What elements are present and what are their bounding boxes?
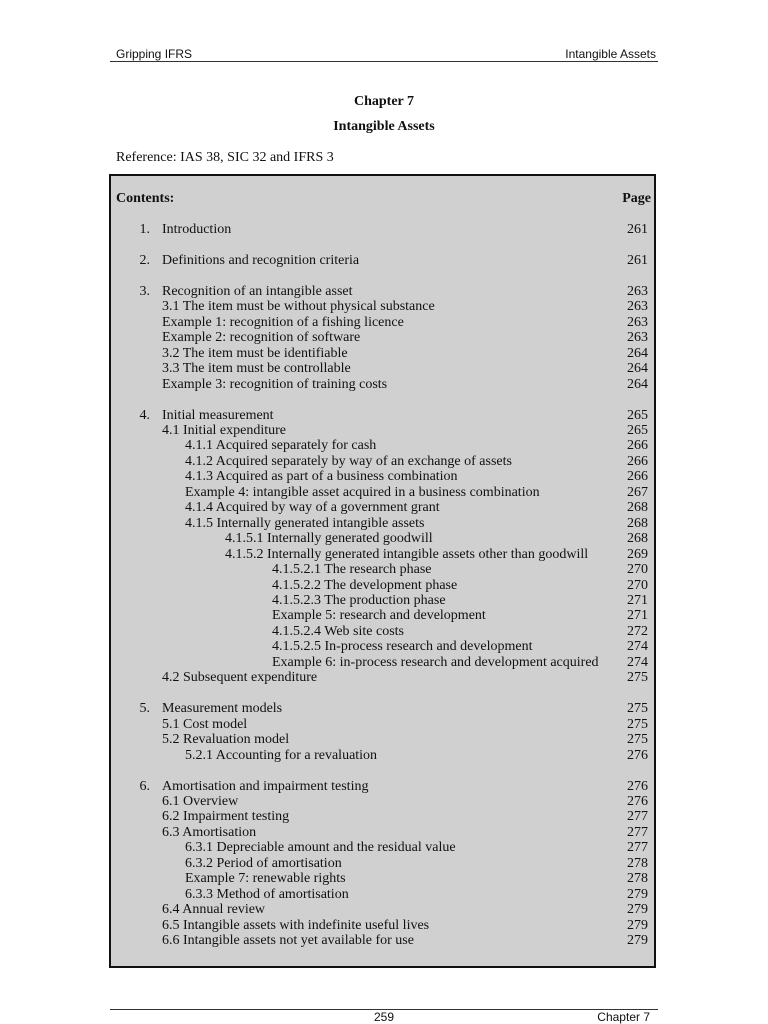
toc-entry xyxy=(0,933,768,949)
toc-entry-number: 2. xyxy=(139,252,150,268)
toc-entry-title: 6.4 Annual review xyxy=(162,902,266,918)
toc-entry-page: 279 xyxy=(627,902,648,918)
toc-entry-page: 264 xyxy=(627,345,648,361)
toc-entry-page: 272 xyxy=(627,623,648,639)
toc-entry-page: 263 xyxy=(627,299,648,315)
toc-entry-title: Example 7: renewable rights xyxy=(185,871,346,887)
toc-entry-page: 263 xyxy=(627,330,648,346)
toc-entry xyxy=(0,871,768,887)
toc-entry xyxy=(0,608,768,624)
toc-entry-page: 275 xyxy=(627,670,648,686)
toc-entry-title: 6.3 Amortisation xyxy=(162,824,257,840)
toc-entry-title: 4.1.4 Acquired by way of a government grant xyxy=(185,500,440,516)
toc-entry xyxy=(0,330,768,346)
toc-entry xyxy=(0,485,768,501)
toc-entry xyxy=(0,222,768,238)
toc-entry-title: 6.1 Overview xyxy=(162,793,239,809)
toc-entry xyxy=(0,346,768,362)
toc-entry xyxy=(0,531,768,547)
toc-entry-title: 4.1.5.1 Internally generated goodwill xyxy=(225,531,433,547)
toc-entry-page: 263 xyxy=(627,283,648,299)
toc-entry-page: 279 xyxy=(627,917,648,933)
toc-entry-page: 261 xyxy=(627,222,648,237)
toc-entry xyxy=(0,655,768,671)
toc-entry xyxy=(0,284,768,300)
toc-entry xyxy=(0,794,768,810)
toc-entry xyxy=(0,639,768,655)
toc-entry-page: 276 xyxy=(627,778,648,794)
toc-entry-page: 268 xyxy=(627,515,648,531)
toc-entry-page: 268 xyxy=(627,531,648,547)
toc-entry-page: 274 xyxy=(627,654,648,670)
toc-entry-title: 6.3.2 Period of amortisation xyxy=(185,855,342,871)
toc-entry-title: Recognition of an intangible asset xyxy=(162,283,353,299)
toc-entry xyxy=(0,670,768,686)
toc-entry-page: 275 xyxy=(627,716,648,732)
toc-entry-page: 279 xyxy=(627,886,648,902)
footer-page-number: 259 xyxy=(373,1010,395,1024)
toc-entry-page: 270 xyxy=(627,562,648,577)
toc-entry xyxy=(0,748,768,764)
toc-entry-title: 5.2 Revaluation model xyxy=(162,732,290,748)
toc-entry-page: 279 xyxy=(627,933,648,948)
toc-entry xyxy=(0,809,768,825)
toc-entry-page: 266 xyxy=(627,438,648,454)
toc-entry-number: 5. xyxy=(139,701,150,717)
toc-entry xyxy=(0,578,768,594)
toc-entry xyxy=(0,454,768,470)
toc-entry-page: 268 xyxy=(627,500,648,516)
toc-entry-title: 6.3.1 Depreciable amount and the residual value xyxy=(185,840,456,856)
toc-entry-title: 6.6 Intangible assets not yet available for use xyxy=(162,933,414,948)
toc-entry-title: Introduction xyxy=(162,222,232,237)
toc-entry xyxy=(0,779,768,795)
header-chapter-name: Intangible Assets xyxy=(565,47,656,61)
toc-entry xyxy=(0,624,768,640)
toc-entry xyxy=(0,732,768,748)
toc-entry-title: 3.2 The item must be identifiable xyxy=(162,345,348,361)
toc-entry-title: 5.1 Cost model xyxy=(162,716,248,732)
toc-entry xyxy=(0,361,768,377)
toc-entry-title: 4.1.2 Acquired separately by way of an exchange of assets xyxy=(185,453,512,469)
toc-entry xyxy=(0,500,768,516)
toc-entry xyxy=(0,547,768,563)
toc-entry-page: 264 xyxy=(627,361,648,377)
toc-entry-number: 1. xyxy=(139,222,150,237)
toc-entry-title: Measurement models xyxy=(162,701,283,717)
toc-entry xyxy=(0,856,768,872)
toc-entry-title: Example 2: recognition of software xyxy=(162,330,361,346)
toc-entry xyxy=(0,315,768,331)
toc-entry-page: 277 xyxy=(627,840,648,856)
toc-entry xyxy=(0,438,768,454)
toc-entry-page: 271 xyxy=(627,608,648,624)
toc-entry xyxy=(0,562,768,578)
toc-entry-title: 4.1.5.2.2 The development phase xyxy=(272,577,458,593)
toc-entry-page: 265 xyxy=(627,423,648,438)
toc-entry xyxy=(0,701,768,717)
toc-entry-page: 264 xyxy=(627,376,648,392)
toc-entry-title: 4.1.5 Internally generated intangible assets xyxy=(185,515,425,531)
toc-entry-page: 276 xyxy=(627,793,648,809)
toc-entry-title: 6.3.3 Method of amortisation xyxy=(185,886,349,902)
toc-entry-title: Example 1: recognition of a fishing licence xyxy=(162,314,404,330)
toc-entry xyxy=(0,902,768,918)
toc-entry-page: 265 xyxy=(627,407,648,423)
toc-entry-title: 4.1.5.2.4 Web site costs xyxy=(272,623,404,639)
toc-entry-title: 3.3 The item must be controllable xyxy=(162,361,351,377)
section-title: Intangible Assets xyxy=(333,119,435,134)
toc-entry xyxy=(0,408,768,424)
toc-entry-title: 4.1 Initial expenditure xyxy=(162,423,287,438)
toc-entry xyxy=(0,253,768,269)
toc-entry-number: 6. xyxy=(139,778,150,794)
toc-entry-page: 274 xyxy=(627,639,648,655)
toc-entry xyxy=(0,469,768,485)
toc-entry-title: 6.2 Impairment testing xyxy=(162,809,290,825)
toc-entry-title: 4.2 Subsequent expenditure xyxy=(162,670,318,686)
toc-entry-title: Example 6: in-process research and development acquired xyxy=(272,654,599,670)
toc-entry-page: 267 xyxy=(627,484,648,500)
header-book-title: Gripping IFRS xyxy=(116,47,193,61)
toc-entry-title: 4.1.3 Acquired as part of a business combination xyxy=(185,469,458,485)
toc-entry xyxy=(0,516,768,532)
toc-entry-page: 275 xyxy=(627,701,648,717)
toc-entry-title: 4.1.5.2.3 The production phase xyxy=(272,593,446,608)
toc-entry xyxy=(0,593,768,609)
toc-entry xyxy=(0,918,768,934)
toc-entry-page: 277 xyxy=(627,809,648,825)
toc-entry-title: Example 3: recognition of training costs xyxy=(162,376,388,392)
toc-entry-number: 3. xyxy=(139,283,150,299)
toc-entry xyxy=(0,887,768,903)
toc-entry xyxy=(0,423,768,439)
toc-entry xyxy=(0,377,768,393)
toc-entry-title: 3.1 The item must be without physical substance xyxy=(162,299,435,315)
toc-entry-page: 266 xyxy=(627,469,648,485)
toc-entry-title: Definitions and recognition criteria xyxy=(162,252,360,268)
page-column-label: Page xyxy=(622,191,651,206)
toc-entry xyxy=(0,717,768,733)
footer-chapter-label: Chapter 7 xyxy=(597,1010,650,1024)
toc-entry-page: 277 xyxy=(627,824,648,840)
toc-entry-page: 271 xyxy=(627,593,648,608)
toc-entry-title: 4.1.5.2 Internally generated intangible assets other than goodwill xyxy=(225,546,589,562)
toc-entry-page: 270 xyxy=(627,577,648,593)
toc-entry-title: 6.5 Intangible assets with indefinite useful lives xyxy=(162,917,430,933)
toc-entry-title: Amortisation and impairment testing xyxy=(162,778,369,794)
toc-entry xyxy=(0,825,768,841)
toc-entry-page: 275 xyxy=(627,732,648,748)
toc-entry-page: 263 xyxy=(627,314,648,330)
contents-label: Contents: xyxy=(116,191,175,206)
toc-entry-title: Example 5: research and development xyxy=(272,608,486,624)
toc-entry-page: 261 xyxy=(627,252,648,268)
toc-entry-title: 4.1.1 Acquired separately for cash xyxy=(185,438,377,454)
toc-entry-title: 4.1.5.2.1 The research phase xyxy=(272,562,432,577)
reference-line: Reference: IAS 38, SIC 32 and IFRS 3 xyxy=(116,150,334,165)
toc-entry-page: 278 xyxy=(627,871,648,887)
toc-entry-title: Initial measurement xyxy=(162,407,274,423)
toc-entry xyxy=(0,840,768,856)
toc-entry-title: 4.1.5.2.5 In-process research and development xyxy=(272,639,533,655)
toc-entry-page: 266 xyxy=(627,453,648,469)
toc-entry xyxy=(0,299,768,315)
toc-entry-title: 5.2.1 Accounting for a revaluation xyxy=(185,747,378,763)
toc-entry-page: 269 xyxy=(627,546,648,562)
toc-entry-page: 276 xyxy=(627,747,648,763)
toc-entry-title: Example 4: intangible asset acquired in a business combination xyxy=(185,484,540,500)
toc-entry-page: 278 xyxy=(627,855,648,871)
toc-entry-number: 4. xyxy=(139,407,150,423)
chapter-title: Chapter 7 xyxy=(353,94,415,109)
